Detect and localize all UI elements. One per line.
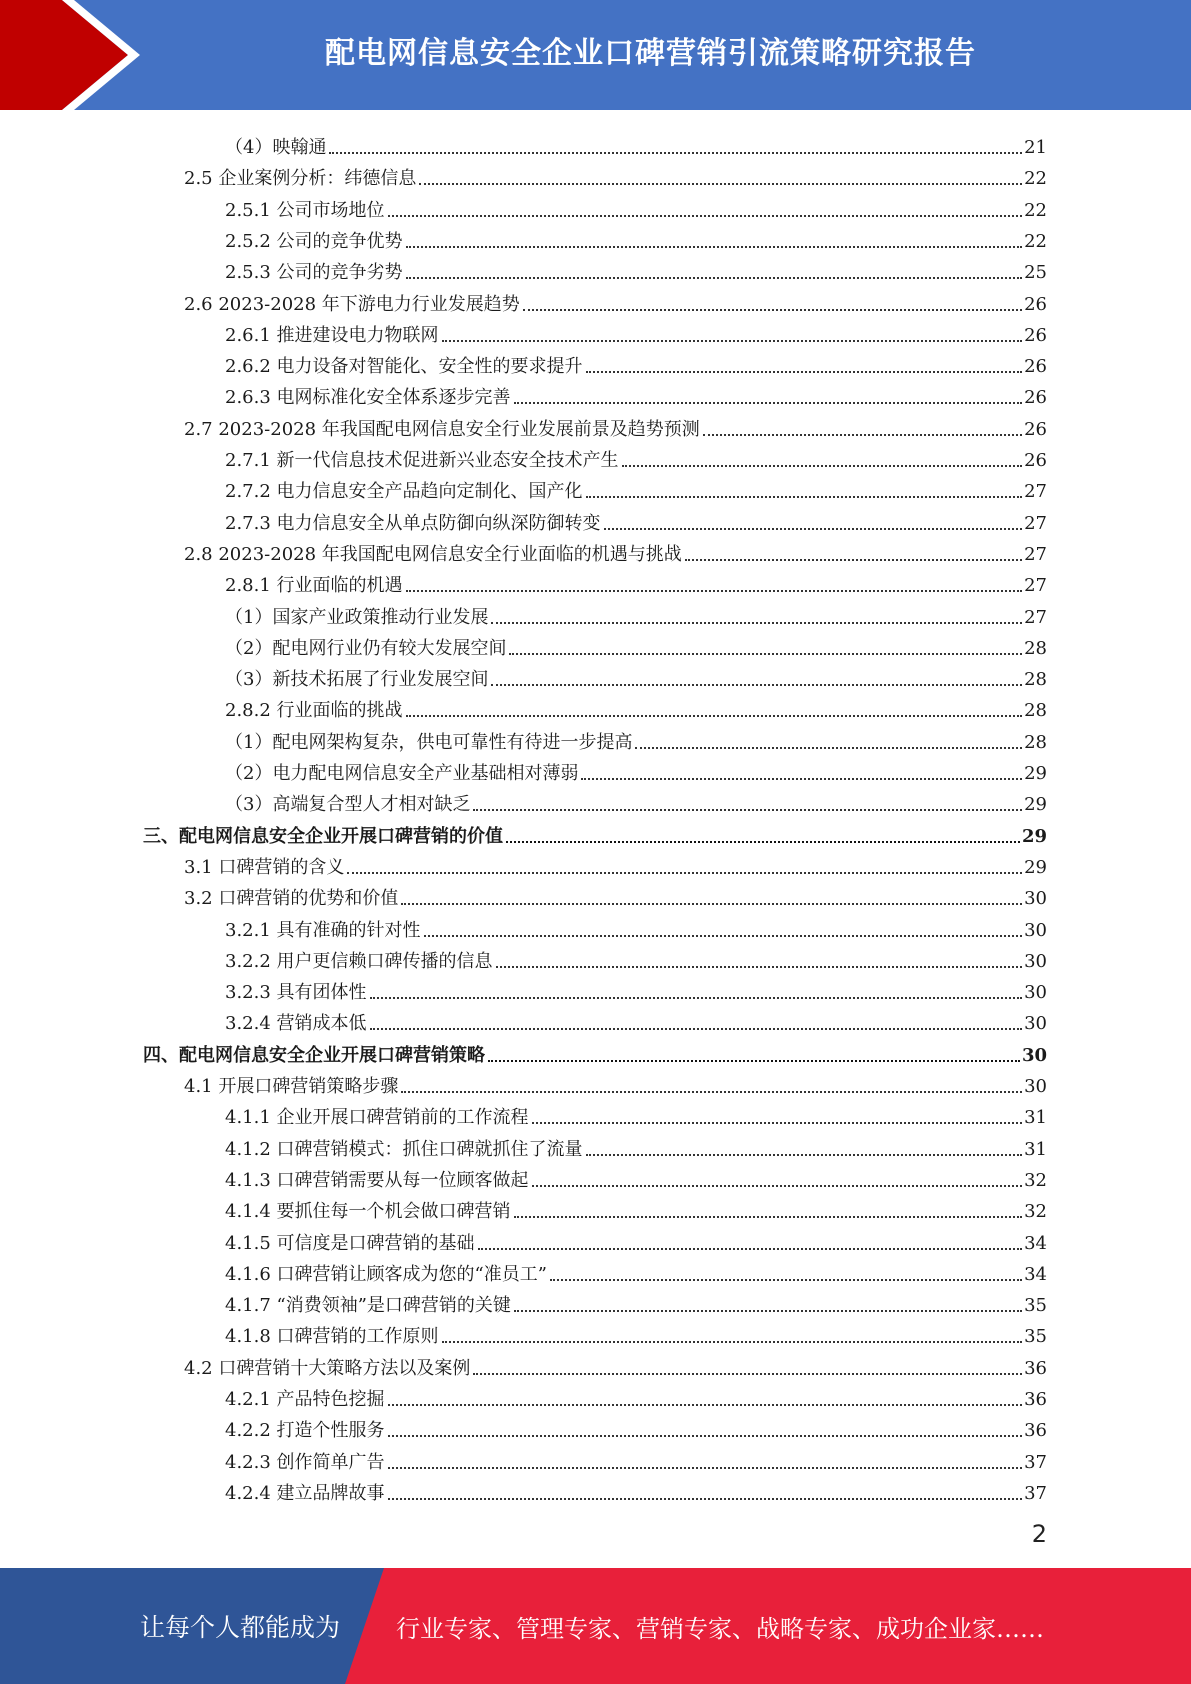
toc-entry[interactable] bbox=[225, 504, 1047, 535]
page-number: 2 bbox=[1031, 1520, 1047, 1548]
toc-entry-title: 2.8.2 行业面临的挑战 bbox=[225, 700, 403, 722]
toc-entry-page: 29 bbox=[1021, 825, 1047, 847]
toc-dot-leader bbox=[329, 152, 1022, 154]
toc-entry[interactable] bbox=[143, 817, 1047, 848]
toc-entry-title: 4.1.4 要抓住每一个机会做口碑营销 bbox=[225, 1201, 511, 1223]
toc-entry-title: 2.7.1 新一代信息技术促进新兴业态安全技术产生 bbox=[225, 450, 619, 471]
toc-entry-title: 2.7.3 电力信息安全从单点防御向纵深防御转变 bbox=[225, 512, 601, 534]
toc-entry-page: 36 bbox=[1024, 1389, 1047, 1410]
toc-entry-title: （1）国家产业政策推动行业发展 bbox=[225, 606, 489, 628]
toc-entry[interactable] bbox=[225, 942, 1047, 973]
toc-dot-leader bbox=[388, 1404, 1023, 1406]
toc-entry-title: 3.2.3 具有团体性 bbox=[225, 982, 367, 1004]
toc-entry[interactable] bbox=[225, 629, 1047, 660]
toc-entry-page: 27 bbox=[1024, 512, 1047, 534]
toc-dot-leader bbox=[419, 183, 1022, 185]
toc-entry[interactable] bbox=[225, 1224, 1047, 1255]
toc-dot-leader bbox=[406, 246, 1023, 248]
toc-entry-title: 3.2 口碑营销的优势和价值 bbox=[184, 888, 399, 910]
toc-entry[interactable] bbox=[225, 222, 1047, 253]
toc-dot-leader bbox=[604, 528, 1023, 530]
toc-entry[interactable] bbox=[184, 535, 1047, 566]
toc-entry[interactable] bbox=[184, 879, 1047, 910]
toc-entry[interactable] bbox=[225, 723, 1047, 754]
toc-entry-title: 2.8 2023-2028 年我国配电网信息安全行业面临的机遇与挑战 bbox=[184, 543, 682, 565]
toc-entry-page: 31 bbox=[1024, 1107, 1047, 1129]
toc-entry[interactable] bbox=[184, 1349, 1047, 1380]
toc-entry-title: 2.6.3 电网标准化安全体系逐步完善 bbox=[225, 387, 511, 409]
toc-entry-page: 34 bbox=[1024, 1263, 1047, 1285]
toc-entry-page: 32 bbox=[1024, 1201, 1047, 1223]
toc-entry[interactable] bbox=[225, 1098, 1047, 1129]
toc-entry-title: 四、配电网信息安全企业开展口碑营销策略 bbox=[143, 1044, 485, 1066]
document-title: 配电网信息安全企业口碑营销引流策略研究报告 bbox=[325, 36, 976, 71]
toc-entry-page: 28 bbox=[1024, 731, 1047, 753]
toc-entry-page: 27 bbox=[1024, 543, 1047, 565]
toc-entry-page: 28 bbox=[1024, 700, 1047, 722]
toc-entry[interactable] bbox=[225, 191, 1047, 222]
toc-entry-page: 30 bbox=[1024, 1076, 1047, 1097]
toc-entry-page: 37 bbox=[1024, 1451, 1047, 1473]
toc-entry-page: 34 bbox=[1024, 1232, 1047, 1254]
toc-entry-title: 2.6 2023-2028 年下游电力行业发展趋势 bbox=[184, 293, 520, 315]
toc-entry-page: 30 bbox=[1021, 1044, 1047, 1066]
toc-entry-title: 3.2.2 用户更信赖口碑传播的信息 bbox=[225, 950, 493, 972]
toc-entry[interactable] bbox=[225, 128, 1047, 159]
toc-entry[interactable] bbox=[225, 1317, 1047, 1348]
page-footer bbox=[0, 1568, 1191, 1684]
toc-entry-title: （4）映翰通 bbox=[225, 137, 327, 158]
toc-dot-leader bbox=[347, 872, 1022, 874]
toc-entry-title: 2.5 企业案例分析：纬德信息 bbox=[184, 168, 417, 190]
toc-entry[interactable] bbox=[225, 1380, 1047, 1411]
toc-entry-title: （2）电力配电网信息安全产业基础相对薄弱 bbox=[225, 763, 579, 784]
toc-entry-page: 22 bbox=[1024, 230, 1047, 252]
toc-entry-page: 37 bbox=[1024, 1482, 1047, 1504]
toc-dot-leader bbox=[370, 1028, 1023, 1030]
toc-entry-page: 27 bbox=[1024, 481, 1047, 503]
toc-entry-title: 3.2.4 营销成本低 bbox=[225, 1013, 367, 1035]
toc-dot-leader bbox=[550, 1279, 1022, 1281]
toc-entry[interactable] bbox=[225, 1411, 1047, 1442]
toc-entry-page: 26 bbox=[1024, 293, 1047, 315]
toc-dot-leader bbox=[491, 622, 1022, 624]
toc-dot-leader bbox=[622, 465, 1023, 467]
toc-dot-leader bbox=[401, 1091, 1022, 1093]
toc-entry-title: 4.2.4 建立品牌故事 bbox=[225, 1482, 385, 1504]
toc-entry[interactable] bbox=[184, 848, 1047, 879]
toc-dot-leader bbox=[442, 1341, 1023, 1343]
toc-entry-title: 4.1.1 企业开展口碑营销前的工作流程 bbox=[225, 1107, 529, 1129]
toc-dot-leader bbox=[442, 340, 1023, 342]
toc-entry-title: 4.1 开展口碑营销策略步骤 bbox=[184, 1076, 399, 1097]
toc-dot-leader bbox=[388, 1467, 1023, 1469]
toc-entry[interactable] bbox=[225, 1192, 1047, 1223]
page-header bbox=[0, 0, 1191, 110]
toc-entry[interactable] bbox=[225, 598, 1047, 629]
toc-entry-title: 4.1.7 “消费领袖”是口碑营销的关键 bbox=[225, 1295, 511, 1317]
toc-dot-leader bbox=[388, 1435, 1023, 1437]
toc-entry[interactable] bbox=[225, 253, 1047, 284]
toc-entry-page: 35 bbox=[1024, 1326, 1047, 1348]
toc-entry-page: 26 bbox=[1024, 450, 1047, 471]
toc-entry-page: 36 bbox=[1024, 1357, 1047, 1379]
toc-dot-leader bbox=[703, 434, 1022, 436]
toc-dot-leader bbox=[586, 496, 1023, 498]
toc-entry-page: 36 bbox=[1024, 1420, 1047, 1442]
toc-entry-title: 3.2.1 具有准确的针对性 bbox=[225, 919, 421, 941]
toc-entry-page: 30 bbox=[1024, 919, 1047, 941]
toc-dot-leader bbox=[473, 1373, 1022, 1375]
toc-entry-title: （2）配电网行业仍有较大发展空间 bbox=[225, 637, 507, 659]
toc-entry-title: 2.6.2 电力设备对智能化、安全性的要求提升 bbox=[225, 356, 583, 378]
toc-entry-page: 27 bbox=[1024, 575, 1047, 597]
toc-dot-leader bbox=[586, 1154, 1023, 1156]
toc-entry-page: 25 bbox=[1024, 262, 1047, 284]
toc-entry-title: 4.1.5 可信度是口碑营销的基础 bbox=[225, 1232, 475, 1254]
toc-entry[interactable] bbox=[225, 472, 1047, 503]
toc-dot-leader bbox=[532, 1185, 1023, 1187]
toc-entry[interactable] bbox=[225, 347, 1047, 378]
toc-entry-title: 2.5.3 公司的竞争劣势 bbox=[225, 262, 403, 284]
toc-entry-page: 26 bbox=[1024, 356, 1047, 378]
footer-slogan-right: 行业专家、管理专家、营销专家、战略专家、成功企业家…… bbox=[396, 1614, 1044, 1643]
toc-entry-title: （3）新技术拓展了行业发展空间 bbox=[225, 669, 489, 691]
toc-dot-leader bbox=[532, 1122, 1023, 1124]
toc-dot-leader bbox=[388, 215, 1023, 217]
toc-entry[interactable] bbox=[225, 1004, 1047, 1035]
toc-dot-leader bbox=[406, 277, 1023, 279]
toc-entry[interactable] bbox=[225, 1161, 1047, 1192]
toc-entry[interactable] bbox=[225, 1443, 1047, 1474]
toc-entry[interactable] bbox=[225, 785, 1047, 816]
toc-dot-leader bbox=[514, 402, 1023, 404]
toc-entry[interactable] bbox=[184, 410, 1047, 441]
toc-entry-page: 26 bbox=[1024, 387, 1047, 409]
toc-entry-page: 27 bbox=[1024, 606, 1047, 628]
toc-entry[interactable] bbox=[184, 1067, 1047, 1098]
toc-dot-leader bbox=[514, 1216, 1023, 1218]
toc-entry-page: 29 bbox=[1024, 794, 1047, 816]
toc-dot-leader bbox=[514, 1310, 1022, 1312]
toc-entry[interactable] bbox=[225, 754, 1047, 785]
toc-entry-title: 2.6.1 推进建设电力物联网 bbox=[225, 324, 439, 346]
toc-entry-page: 21 bbox=[1024, 137, 1047, 158]
toc-entry[interactable] bbox=[225, 1474, 1047, 1505]
toc-entry-page: 29 bbox=[1024, 763, 1047, 784]
toc-entry-page: 28 bbox=[1024, 669, 1047, 691]
toc-entry-title: 4.1.2 口碑营销模式：抓住口碑就抓住了流量 bbox=[225, 1138, 583, 1160]
toc-entry[interactable] bbox=[184, 159, 1047, 190]
toc-entry-page: 30 bbox=[1024, 950, 1047, 972]
toc-dot-leader bbox=[586, 371, 1023, 373]
toc-entry-title: 4.2.1 产品特色挖掘 bbox=[225, 1389, 385, 1410]
toc-entry-title: 2.5.1 公司市场地位 bbox=[225, 199, 385, 221]
toc-entry-page: 30 bbox=[1024, 1013, 1047, 1035]
toc-entry-page: 28 bbox=[1024, 637, 1047, 659]
header-arrow-decoration bbox=[0, 0, 150, 110]
toc-entry[interactable] bbox=[143, 1036, 1047, 1067]
toc-dot-leader bbox=[491, 684, 1022, 686]
toc-entry-title: 三、配电网信息安全企业开展口碑营销的价值 bbox=[143, 825, 503, 847]
toc-dot-leader bbox=[478, 1248, 1023, 1250]
toc-entry-page: 35 bbox=[1024, 1295, 1047, 1317]
toc-dot-leader bbox=[635, 747, 1022, 749]
toc-dot-leader bbox=[370, 997, 1023, 999]
toc-entry[interactable] bbox=[225, 378, 1047, 409]
toc-dot-leader bbox=[509, 653, 1022, 655]
footer-slogan-left: 让每个人都能成为 bbox=[140, 1613, 341, 1642]
toc-entry-page: 30 bbox=[1024, 982, 1047, 1004]
toc-dot-leader bbox=[523, 309, 1022, 311]
toc-entry[interactable] bbox=[225, 441, 1047, 472]
toc-entry-title: 2.7 2023-2028 年我国配电网信息安全行业发展前景及趋势预测 bbox=[184, 418, 700, 440]
toc-dot-leader bbox=[581, 778, 1022, 780]
toc-entry-title: 4.2 口碑营销十大策略方法以及案例 bbox=[184, 1357, 471, 1379]
toc-dot-leader bbox=[406, 590, 1023, 592]
toc-entry-page: 22 bbox=[1024, 199, 1047, 221]
toc-entry-page: 26 bbox=[1024, 324, 1047, 346]
toc-entry[interactable] bbox=[225, 1286, 1047, 1317]
toc-entry-title: 3.1 口碑营销的含义 bbox=[184, 856, 345, 878]
toc-entry[interactable] bbox=[225, 660, 1047, 691]
toc-entry-page: 31 bbox=[1024, 1138, 1047, 1160]
toc-entry-title: （1）配电网架构复杂，供电可靠性有待进一步提高 bbox=[225, 731, 633, 753]
toc-entry-title: （3）高端复合型人才相对缺乏 bbox=[225, 794, 471, 816]
toc-entry-title: 4.2.2 打造个性服务 bbox=[225, 1420, 385, 1442]
toc-entry-page: 29 bbox=[1024, 856, 1047, 878]
toc-entry-title: 4.2.3 创作简单广告 bbox=[225, 1451, 385, 1473]
toc-entry[interactable] bbox=[225, 566, 1047, 597]
toc-entry-page: 22 bbox=[1024, 168, 1047, 190]
toc-entry-page: 30 bbox=[1024, 888, 1047, 910]
toc-entry-page: 32 bbox=[1024, 1169, 1047, 1191]
toc-entry[interactable] bbox=[184, 285, 1047, 316]
toc-entry[interactable] bbox=[225, 316, 1047, 347]
toc-entry[interactable] bbox=[225, 1130, 1047, 1161]
toc-dot-leader bbox=[473, 809, 1022, 811]
toc-dot-leader bbox=[506, 841, 1020, 843]
toc-dot-leader bbox=[488, 1060, 1020, 1062]
toc-dot-leader bbox=[496, 966, 1023, 968]
toc-dot-leader bbox=[406, 715, 1023, 717]
toc-entry[interactable] bbox=[225, 911, 1047, 942]
toc-dot-leader bbox=[388, 1498, 1023, 1500]
toc-entry-title: 4.1.3 口碑营销需要从每一位顾客做起 bbox=[225, 1169, 529, 1191]
toc-dot-leader bbox=[685, 559, 1022, 561]
toc-entry-title: 2.8.1 行业面临的机遇 bbox=[225, 575, 403, 597]
toc-entry-title: 4.1.8 口碑营销的工作原则 bbox=[225, 1326, 439, 1348]
toc-dot-leader bbox=[424, 935, 1023, 937]
toc-entry-title: 2.5.2 公司的竞争优势 bbox=[225, 230, 403, 252]
toc-entry[interactable] bbox=[225, 973, 1047, 1004]
toc-entry[interactable] bbox=[225, 1255, 1047, 1286]
toc-dot-leader bbox=[401, 903, 1022, 905]
toc-entry-title: 4.1.6 口碑营销让顾客成为您的“准员工” bbox=[225, 1263, 547, 1285]
toc-entry[interactable] bbox=[225, 691, 1047, 722]
toc-entry-title: 2.7.2 电力信息安全产品趋向定制化、国产化 bbox=[225, 481, 583, 503]
toc-entry-page: 26 bbox=[1024, 418, 1047, 440]
